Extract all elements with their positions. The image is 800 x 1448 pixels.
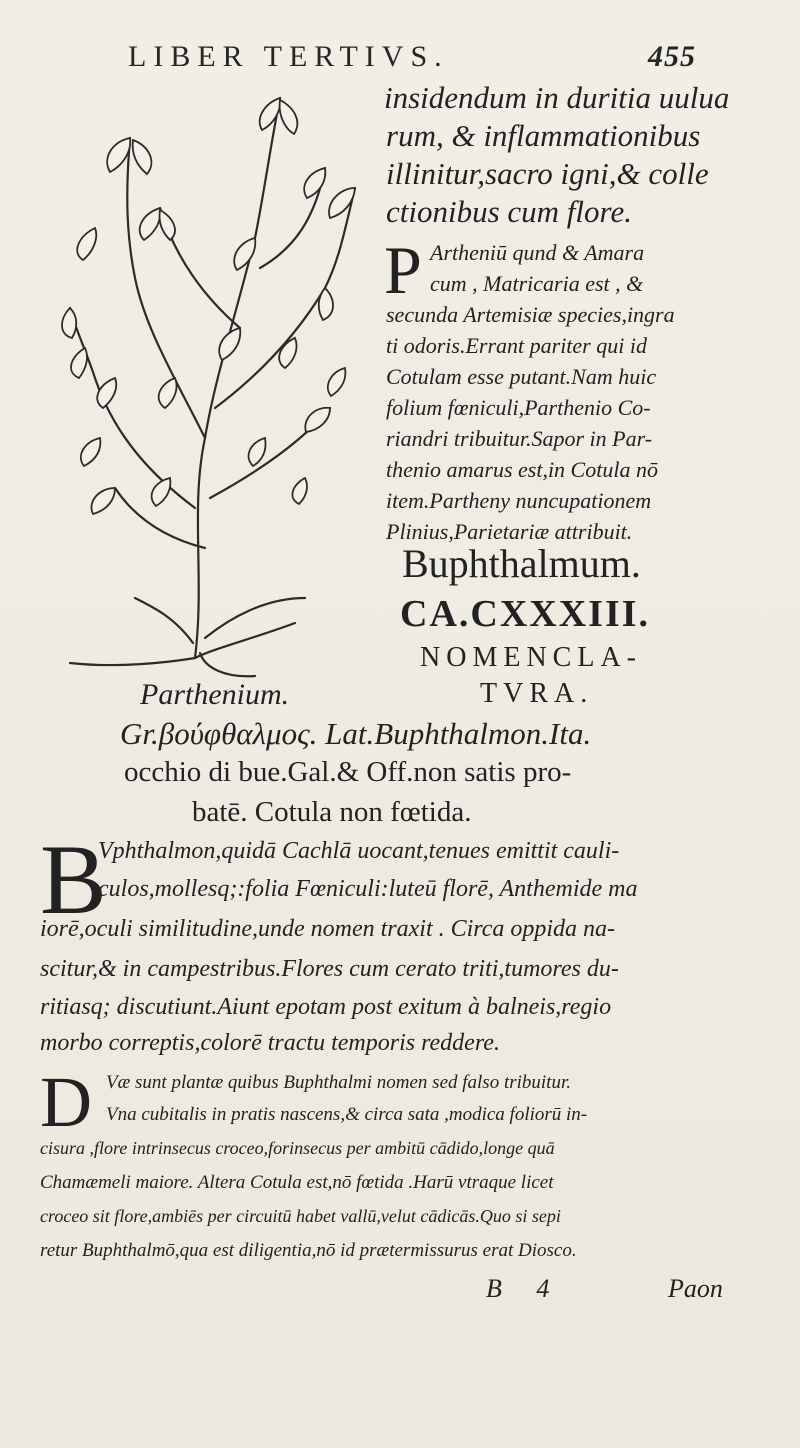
- parth-line-5: Cotulam esse putant.Nam huic: [386, 364, 657, 389]
- main-stem: [195, 98, 280, 658]
- second-line-5: croceo sit flore,ambiēs per circuitū habet vallū,velut cādicās.Quo si sepi: [40, 1206, 561, 1226]
- running-title: LIBER TERTIVS.: [128, 40, 449, 73]
- parth-line-4: ti odoris.Errant pariter qui id: [386, 333, 647, 358]
- parth-line-9: item.Partheny nuncupationem: [386, 488, 652, 513]
- nomenclatura-1: NOMENCLA-: [420, 642, 642, 673]
- nomen-line-1: Gr.βούφθαλμος. Lat.Buphthalmon.Ita.: [120, 716, 592, 751]
- figure-caption: Parthenium.: [140, 678, 290, 711]
- parth-line-10: Plinius,Parietariæ attribuit.: [386, 519, 633, 544]
- second-line-1: Væ sunt plantæ quibus Buphthalmi nomen sed falso tribuitur.: [106, 1072, 571, 1093]
- dropcap-d: D: [40, 1062, 92, 1142]
- nomen-line-3: batē. Cotula non fœtida.: [192, 796, 472, 828]
- body-line-3: iorē,oculi similitudine,unde nomen traxit . Circa oppida na-: [40, 916, 616, 942]
- top-line-1: insidendum in duritia uulua: [384, 80, 730, 115]
- parth-line-8: thenio amarus est,in Cotula nō: [386, 457, 658, 482]
- nomen-line-2: occhio di bue.Gal.& Off.non satis pro-: [124, 756, 572, 788]
- dropcap-p: P: [384, 232, 422, 308]
- second-line-4: Chamæmeli maiore. Altera Cotula est,nō fœtida .Harū vtraque licet: [40, 1172, 554, 1193]
- signature-mark: B 4: [486, 1274, 564, 1303]
- page-number: 455: [648, 40, 696, 73]
- top-line-3: illinitur,sacro igni,& colle: [386, 156, 709, 191]
- chapter-title: Buphthalmum.: [402, 541, 641, 586]
- body-line-4: scitur,& in campestribus.Flores cum cerato triti,tumores du-: [40, 956, 619, 982]
- chapter-number: CA.CXXXIII.: [400, 593, 651, 635]
- parth-line-6: folium fœniculi,Parthenio Co-: [386, 395, 651, 420]
- nomenclatura-2: TVRA.: [480, 678, 594, 709]
- body-line-5: ritiasq; discutiunt.Aiunt epotam post exitum à balneis,regio: [40, 994, 612, 1020]
- body-line-2: culos,mollesq;:folia Fœniculi:luteū florē, Anthemide ma: [98, 876, 638, 902]
- parth-line-2: cum , Matricaria est , &: [430, 271, 644, 296]
- second-line-6: retur Buphthalmō,qua est diligentia,nō id prætermissurus erat Dioscο.: [40, 1240, 577, 1261]
- body-line-6: morbo correptis,colorē tractu temporis reddere.: [40, 1030, 500, 1056]
- parth-line-7: riandri tribuitur.Sapor in Par-: [386, 426, 653, 451]
- second-line-2: Vna cubitalis in pratis nascens,& circa sata ,modica foliorū in-: [106, 1104, 588, 1125]
- top-line-4: ctionibus cum flore.: [386, 194, 632, 229]
- parthenium-woodcut: [55, 78, 375, 678]
- second-line-3: cisura ,flore intrinsecus croceo,forinsecus per ambitū cādido,longe quā: [40, 1138, 555, 1158]
- body-line-1: Vphthalmon,quidā Cachlā uocant,tenues emittit cauli-: [98, 838, 620, 864]
- catchword: Paon: [668, 1274, 723, 1303]
- top-line-2: rum, & inflammationibus: [386, 118, 701, 153]
- parth-line-1: Artheniū qund & Amara: [430, 240, 645, 265]
- dropcap-b: B: [40, 824, 107, 935]
- parth-line-3: secunda Artemisiæ species,ingra: [386, 302, 675, 327]
